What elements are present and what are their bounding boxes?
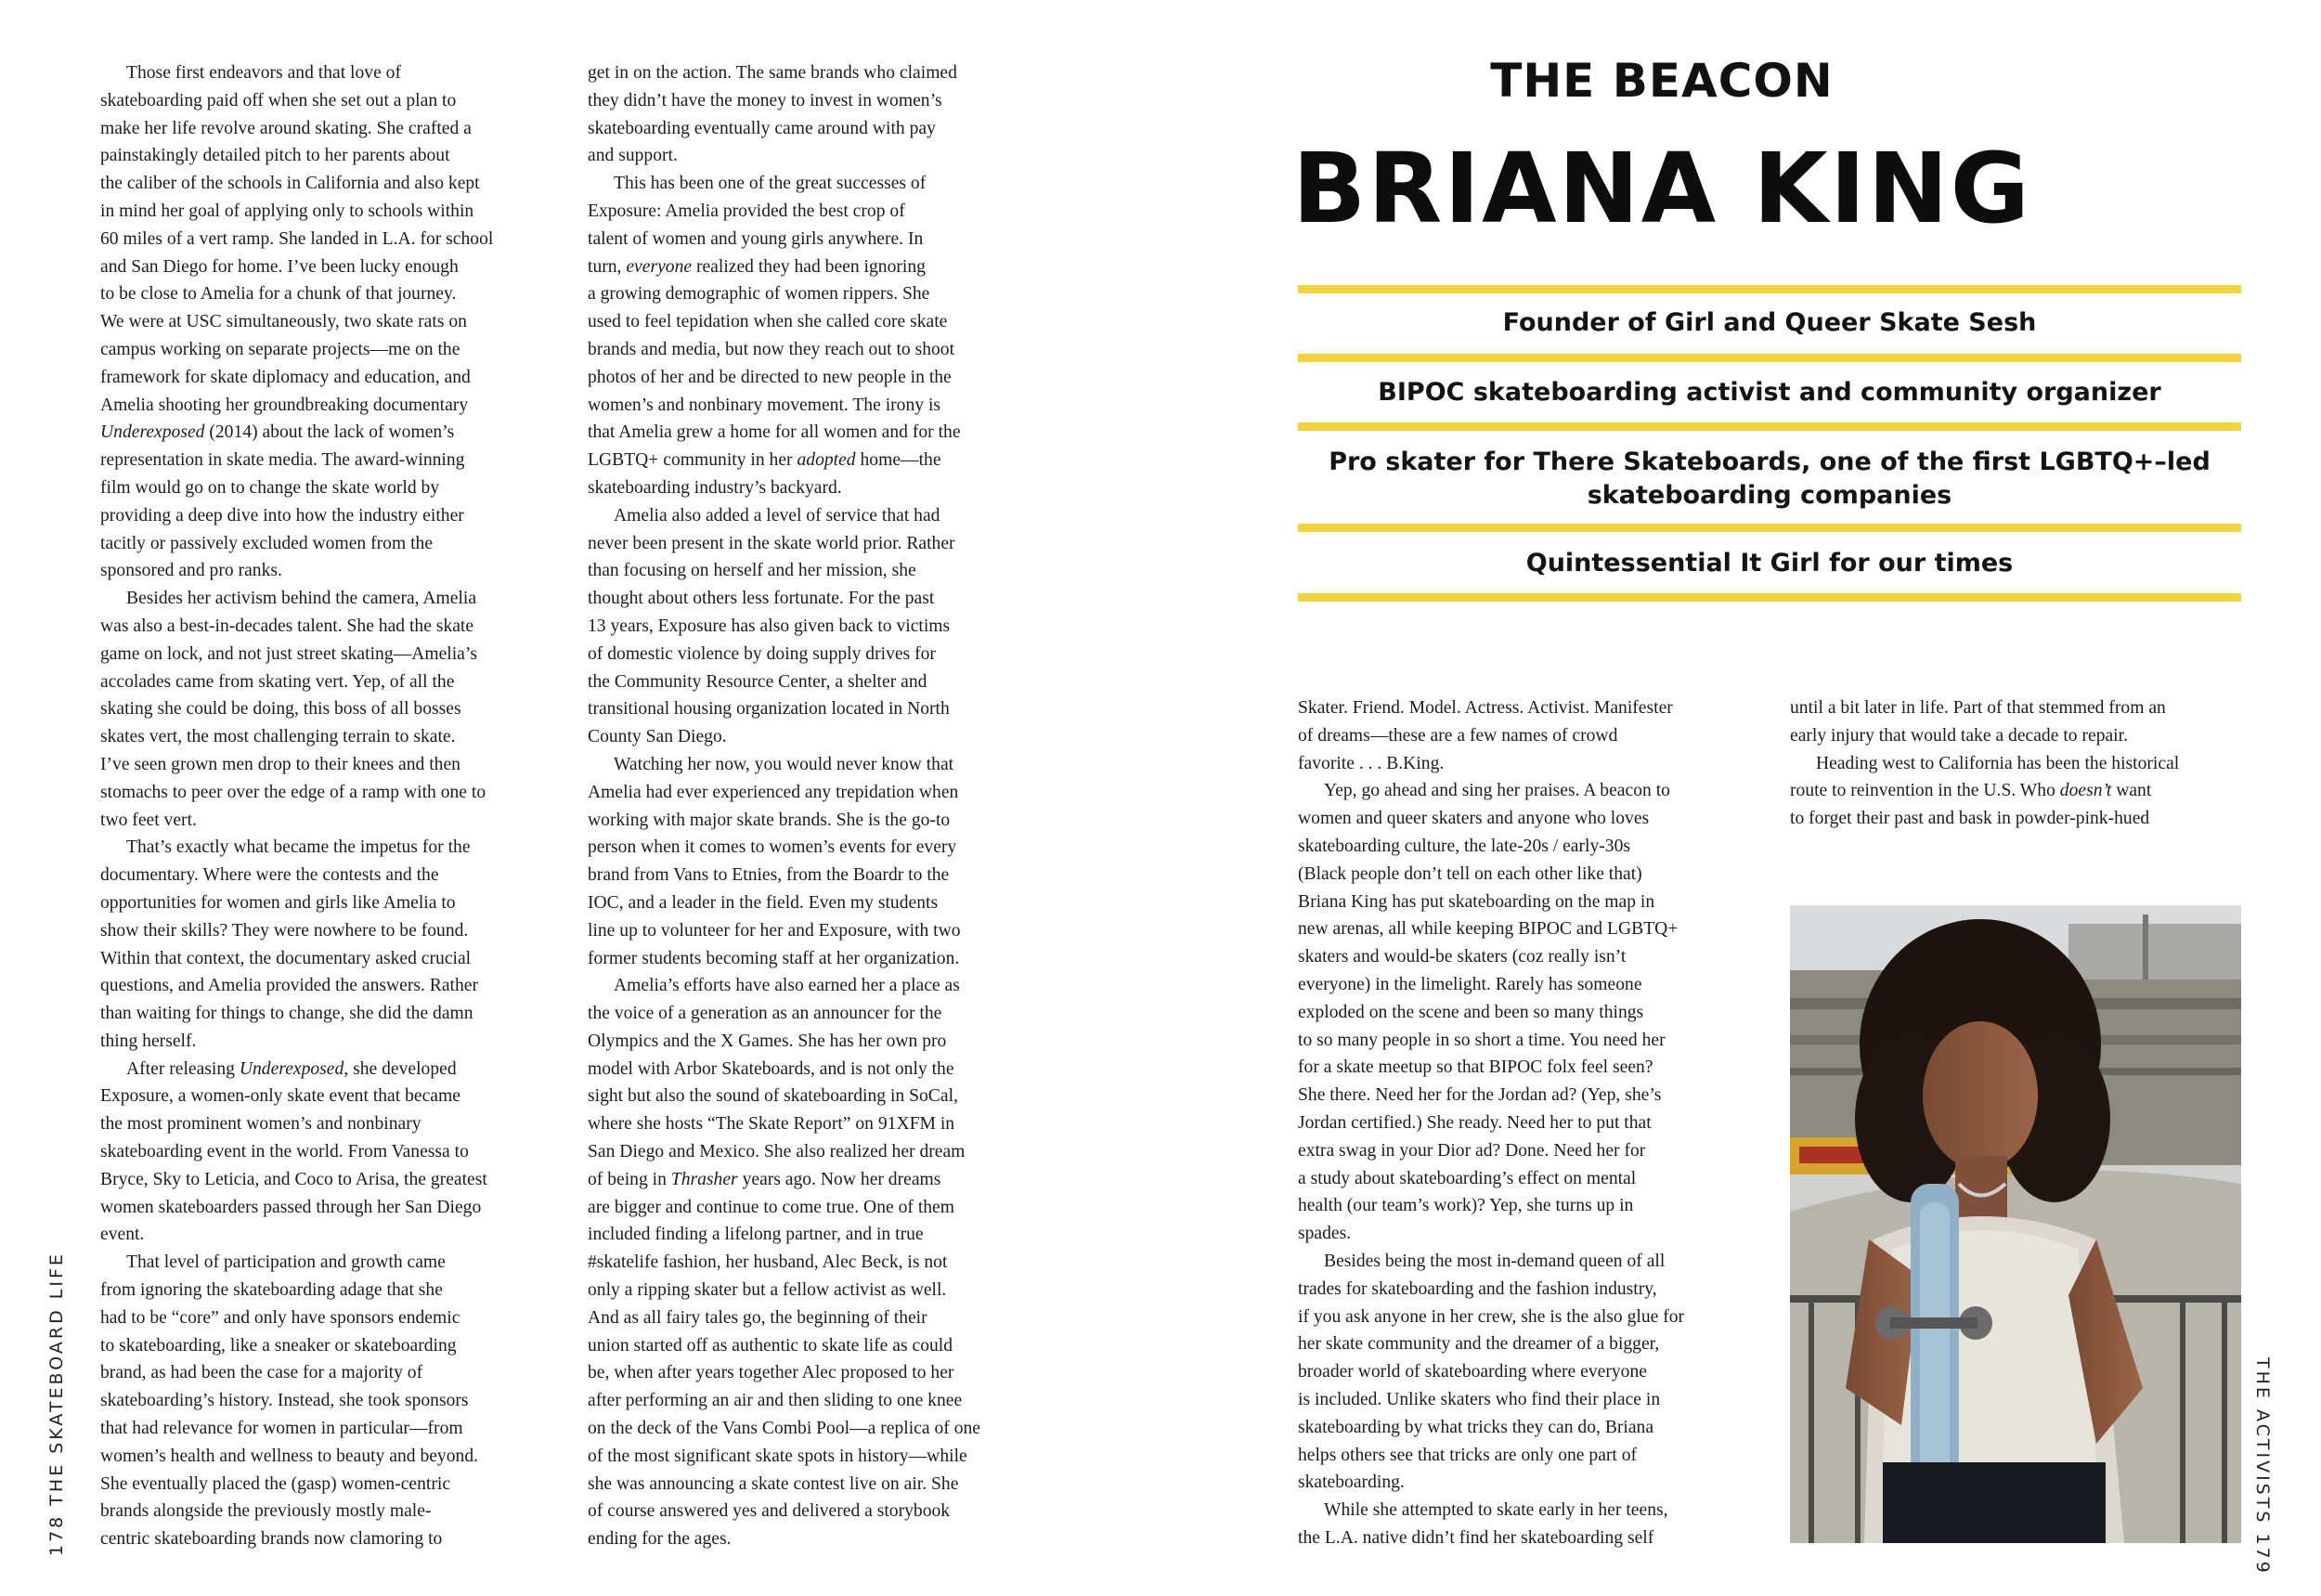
text-line: Besides being the most in-demand queen of all	[1324, 1251, 1666, 1271]
text-line: from ignoring the skateboarding adage that she	[100, 1280, 443, 1301]
text-line: brands alongside the previously mostly male-	[100, 1501, 432, 1522]
text-line: sight but also the sound of skateboarding in SoCal,	[588, 1086, 958, 1107]
text-line: sponsored and pro ranks.	[100, 561, 282, 581]
body-column-1	[100, 59, 564, 1553]
text-line: skateboarding’s history. Instead, she took sponsors	[100, 1391, 469, 1411]
text-line: She there. Need her for the Jordan ad? (Yep, she’s	[1298, 1085, 1662, 1106]
page-folio-left: 178 THE SKATEBOARD LIFE	[46, 1252, 67, 1556]
text-line: photos of her and be directed to new people in the	[588, 367, 952, 387]
text-line: everyone) in the limelight. Rarely has someone	[1298, 974, 1642, 994]
text-line: skaters and would-be skaters (coz really isn’t	[1298, 947, 1627, 967]
text-line: skateboarding event in the world. From Vanessa to	[100, 1142, 469, 1162]
text-line: of course answered yes and delivered a storybook	[588, 1501, 951, 1522]
text-line: was also a best-in-decades talent. She had the skate	[100, 616, 474, 636]
text-line: Within that context, the documentary asked crucial	[100, 948, 472, 968]
text-line: to so many people in so short a time. You need her	[1298, 1030, 1666, 1050]
text-line: that had relevance for women in particular—from	[100, 1419, 463, 1439]
text-line: campus working on separate projects—me on the	[100, 339, 460, 359]
text-line: She eventually placed the (gasp) women-centric	[100, 1473, 451, 1494]
text-line: Watching her now, you would never know that	[614, 754, 954, 774]
text-line: had to be “core” and only have sponsors endemic	[100, 1307, 460, 1328]
text-line: make her life revolve around skating. She crafted a	[100, 118, 472, 138]
body-paragraph	[588, 170, 1052, 502]
text-line: (Black people don’t tell on each other like that)	[1298, 863, 1642, 884]
text-line: the most prominent women’s and nonbinary	[100, 1114, 421, 1135]
text-line: extra swag in your Dior ad? Done. Need her for	[1298, 1140, 1646, 1161]
text-line: Exposure, a women-only skate event that became	[100, 1086, 460, 1107]
text-line: transitional housing organization located in North	[588, 699, 950, 720]
text-line: of domestic violence by doing supply drives for	[588, 643, 936, 664]
text-line: accolades came from skating vert. Yep, of all the	[100, 671, 455, 692]
text-line: game on lock, and not just street skating—Amelia’s	[100, 643, 477, 664]
text-line: early injury that would take a decade to repair.	[1790, 725, 2128, 746]
text-line: women’s health and wellness to beauty and beyond.	[100, 1446, 479, 1466]
text-line: That level of participation and growth came	[126, 1252, 446, 1273]
body-paragraph	[100, 834, 564, 1055]
text-line: LGBTQ+ community in her adopted home—the	[588, 450, 941, 471]
body-paragraph	[100, 1249, 564, 1553]
text-line: And as all fairy tales go, the beginning of their	[588, 1307, 927, 1328]
text-line: framework for skate diplomacy and education, and	[100, 367, 471, 387]
text-line: to be close to Amelia for a chunk of that journey.	[100, 284, 457, 305]
text-line: of the most significant skate spots in history—while	[588, 1446, 967, 1466]
tagline-4	[1298, 547, 2241, 580]
text-line: in mind her goal of applying only to schools within	[100, 201, 474, 221]
text-line: brands and media, but now they reach out to shoot	[588, 339, 955, 359]
text-line: they didn’t have the money to invest in women’s	[588, 90, 942, 110]
text-line: show their skills? They were nowhere to be found.	[100, 920, 469, 941]
body-paragraph	[1298, 777, 1762, 1248]
body-paragraph	[588, 502, 1052, 751]
text-line: Exposure: Amelia provided the best crop of	[588, 201, 905, 221]
text-line: Underexposed (2014) about the lack of women’s	[100, 422, 455, 443]
text-line: of dreams—these are a few names of crowd	[1298, 725, 1618, 746]
text-line: than waiting for things to change, she did the damn	[100, 1004, 473, 1024]
text-line: Jordan certified.) She ready. Need her to put that	[1298, 1112, 1652, 1133]
text-line: thought about others less fortunate. For the past	[588, 589, 935, 609]
text-line: on the deck of the Vans Combi Pool—a replica of one	[588, 1419, 980, 1439]
text-line: brand from Vans to Etnies, from the Boardr to the	[588, 865, 950, 886]
text-line: to skateboarding, like a sneaker or skateboarding	[100, 1335, 457, 1356]
text-line: documentary. Where were the contests and the	[100, 865, 439, 886]
text-line: a study about skateboarding’s effect on mental	[1298, 1168, 1637, 1188]
text-line: the voice of a generation as an announcer for the	[588, 1004, 942, 1024]
text-line: helps others see that tricks are only one part of	[1298, 1445, 1638, 1465]
text-line: used to feel tepidation when she called core skate	[588, 312, 948, 332]
page-folio-right: THE ACTIVISTS 179	[2252, 1357, 2273, 1576]
text-line: IOC, and a leader in the field. Even my students	[588, 892, 939, 913]
text-line: Yep, go ahead and sing her praises. A beacon to	[1324, 781, 1670, 801]
text-line: I’ve seen grown men drop to their knees and then	[100, 754, 460, 774]
text-line: for a skate meetup so that BIPOC folx feel seen?	[1298, 1058, 1653, 1078]
tagline-line: Founder of Girl and Queer Skate Sesh	[1502, 308, 2037, 337]
text-line: Bryce, Sky to Leticia, and Coco to Arisa, the greatest	[100, 1169, 487, 1189]
text-line: While she attempted to skate early in her teens,	[1324, 1500, 1668, 1521]
tagline-line: skateboarding companies	[1587, 481, 1952, 510]
text-line: After releasing Underexposed, she developed	[126, 1058, 457, 1079]
text-line: centric skateboarding brands now clamoring to	[100, 1529, 443, 1550]
body-paragraph	[1298, 694, 1762, 777]
tagline-line: Pro skater for There Skateboards, one of the first LGBTQ+–led	[1329, 448, 2211, 476]
text-line: skateboarding.	[1298, 1473, 1405, 1493]
text-line: women skateboarders passed through her San Diego	[100, 1197, 482, 1217]
text-line: San Diego and Mexico. She also realized her dream	[588, 1142, 966, 1162]
text-line: exploded on the scene and been so many things	[1298, 1002, 1644, 1022]
text-line: Besides her activism behind the camera, Amelia	[126, 589, 477, 609]
yellow-rule	[1298, 422, 2241, 431]
text-line: to forget their past and bask in powder-pink-hued	[1790, 809, 2150, 829]
text-line: two feet vert.	[100, 810, 197, 830]
text-line: her skate community and the dreamer of a bigger,	[1298, 1334, 1660, 1355]
text-line: women and queer skaters and anyone who loves	[1298, 809, 1650, 829]
text-line: Amelia also added a level of service that had	[614, 505, 940, 526]
text-line: Skater. Friend. Model. Actress. Activist. Manifester	[1298, 698, 1673, 718]
text-line: Those first endeavors and that love of	[126, 63, 401, 83]
body-paragraph	[1298, 1248, 1762, 1497]
text-line: only a ripping skater but a fellow activist as well.	[588, 1280, 947, 1301]
yellow-rule	[1298, 524, 2241, 532]
text-line: 60 miles of a vert ramp. She landed in L.A. for school	[100, 228, 494, 249]
text-line: talent of women and young girls anywhere. In	[588, 228, 924, 249]
text-line: #skatelife fashion, her husband, Alec Beck, is not	[588, 1252, 948, 1273]
text-line: 13 years, Exposure has also given back to victims	[588, 616, 951, 636]
text-line: Briana King has put skateboarding on the map in	[1298, 891, 1655, 912]
text-line: the Community Resource Center, a shelter and	[588, 671, 927, 692]
text-line: and San Diego for home. I’ve been lucky enough	[100, 256, 459, 277]
text-line: women’s and nonbinary movement. The irony is	[588, 395, 941, 415]
text-line: broader world of skateboarding where everyone	[1298, 1362, 1647, 1382]
text-line: spades.	[1298, 1224, 1352, 1244]
text-line: the L.A. native didn’t find her skateboarding self	[1298, 1527, 1654, 1548]
text-line: Amelia shooting her groundbreaking documentary	[100, 395, 469, 415]
yellow-rule	[1298, 285, 2241, 293]
body-column-4	[1790, 694, 2254, 833]
text-line: Amelia’s efforts have also earned her a place as	[614, 976, 960, 996]
text-line: brand, as had been the case for a majority of	[100, 1363, 423, 1383]
text-line: she was announcing a skate contest live on air. She	[588, 1473, 959, 1494]
text-line: representation in skate media. The award-winning	[100, 450, 465, 471]
tagline-1	[1298, 306, 2241, 340]
text-line: providing a deep dive into how the industry either	[100, 505, 464, 526]
text-line: turn, everyone realized they had been ignoring	[588, 256, 926, 277]
text-line: the caliber of the schools in California and also kept	[100, 174, 480, 194]
left-page	[0, 0, 1160, 1596]
section-kicker: THE BEACON	[1490, 54, 1834, 108]
text-line: after performing an air and then sliding to one knee	[588, 1391, 963, 1411]
text-line: be, when after years together Alec proposed to her	[588, 1363, 954, 1383]
body-paragraph	[588, 59, 1052, 170]
body-paragraph	[588, 972, 1052, 1553]
right-page	[1160, 0, 2321, 1596]
body-paragraph	[1298, 1497, 1762, 1552]
tagline-3	[1298, 446, 2241, 513]
text-line: person when it comes to women’s events for every	[588, 837, 957, 858]
text-line: former students becoming staff at her organization.	[588, 948, 960, 968]
text-line: thing herself.	[100, 1031, 197, 1051]
text-line: skateboarding by what tricks they can do, Briana	[1298, 1417, 1654, 1437]
text-line: trades for skateboarding and the fashion industry,	[1298, 1278, 1657, 1299]
text-line: a growing demographic of women rippers. She	[588, 284, 930, 305]
yellow-rule	[1298, 593, 2241, 602]
body-paragraph	[100, 585, 564, 834]
text-line: painstakingly detailed pitch to her parents about	[100, 146, 450, 166]
text-line: line up to volunteer for her and Exposure, with two	[588, 920, 961, 941]
tagline-2	[1298, 376, 2241, 409]
body-paragraph	[1790, 694, 2254, 750]
text-line: that Amelia grew a home for all women and for the	[588, 422, 961, 443]
text-line: skateboarding eventually came around with pay	[588, 118, 936, 138]
text-line: skateboarding paid off when she set out a plan to	[100, 90, 457, 110]
text-line: model with Arbor Skateboards, and is not only the	[588, 1058, 954, 1079]
text-line: health (our team’s work)? Yep, she turns up in	[1298, 1196, 1634, 1216]
text-line: ending for the ages.	[588, 1529, 732, 1550]
body-column-3	[1298, 694, 1762, 1552]
text-line: get in on the action. The same brands who claimed	[588, 63, 957, 83]
text-line: until a bit later in life. Part of that stemmed from an	[1790, 698, 2166, 718]
text-line: questions, and Amelia provided the answers. Rather	[100, 976, 479, 996]
text-line: favorite . . . B.King.	[1298, 753, 1445, 773]
body-column-2	[588, 59, 1052, 1553]
text-line: Olympics and the X Games. She has her own pro	[588, 1031, 947, 1051]
text-line: where she hosts “The Skate Report” on 91XFM in	[588, 1114, 955, 1135]
profile-headline: BRIANA KING	[1292, 132, 2031, 245]
body-paragraph	[100, 1056, 564, 1250]
text-line: than focusing on herself and her mission, she	[588, 561, 916, 581]
text-line: and support.	[588, 146, 678, 166]
text-line: route to reinvention in the U.S. Who doesn’t want	[1790, 781, 2152, 801]
yellow-rule	[1298, 354, 2241, 362]
body-paragraph	[1790, 750, 2254, 833]
text-line: We were at USC simultaneously, two skate rats on	[100, 312, 467, 332]
text-line: is included. Unlike skaters who find their place in	[1298, 1389, 1661, 1409]
text-line: if you ask anyone in her crew, she is the also glue for	[1298, 1306, 1685, 1327]
text-line: never been present in the skate world prior. Rather	[588, 533, 955, 553]
text-line: working with major skate brands. She is the go-to	[588, 810, 951, 830]
body-paragraph	[100, 59, 564, 585]
tagline-line: Quintessential It Girl for our times	[1525, 549, 2014, 577]
text-line: skates vert, the most challenging terrain to skate.	[100, 727, 456, 747]
text-line: Amelia had ever experienced any trepidation when	[588, 782, 959, 802]
text-line: That’s exactly what became the impetus for the	[126, 837, 471, 858]
text-line: event.	[100, 1225, 145, 1245]
body-paragraph	[588, 751, 1052, 972]
text-line: County San Diego.	[588, 727, 727, 747]
text-line: skateboarding industry’s backyard.	[588, 477, 842, 498]
text-line: new arenas, all while keeping BIPOC and LGBTQ+	[1298, 919, 1679, 940]
text-line: skating she could be doing, this boss of all bosses	[100, 699, 461, 720]
portrait-photo	[1790, 905, 2241, 1543]
text-line: union started off as authentic to skate life as could	[588, 1335, 953, 1356]
text-line: are bigger and continue to come true. One of them	[588, 1197, 954, 1217]
text-line: included finding a lifelong partner, and in true	[588, 1225, 924, 1245]
text-line: of being in Thrasher years ago. Now her dreams	[588, 1169, 941, 1189]
text-line: Heading west to California has been the historical	[1816, 753, 2180, 773]
text-line: opportunities for women and girls like Amelia to	[100, 892, 456, 913]
text-line: film would go on to change the skate world by	[100, 477, 440, 498]
tagline-line: BIPOC skateboarding activist and community organizer	[1378, 378, 2161, 407]
text-line: tacitly or passively excluded women from the	[100, 533, 434, 553]
text-line: This has been one of the great successes of	[614, 174, 927, 194]
text-line: skateboarding culture, the late-20s / early-30s	[1298, 836, 1631, 856]
text-line: stomachs to peer over the edge of a ramp with one to	[100, 782, 486, 802]
